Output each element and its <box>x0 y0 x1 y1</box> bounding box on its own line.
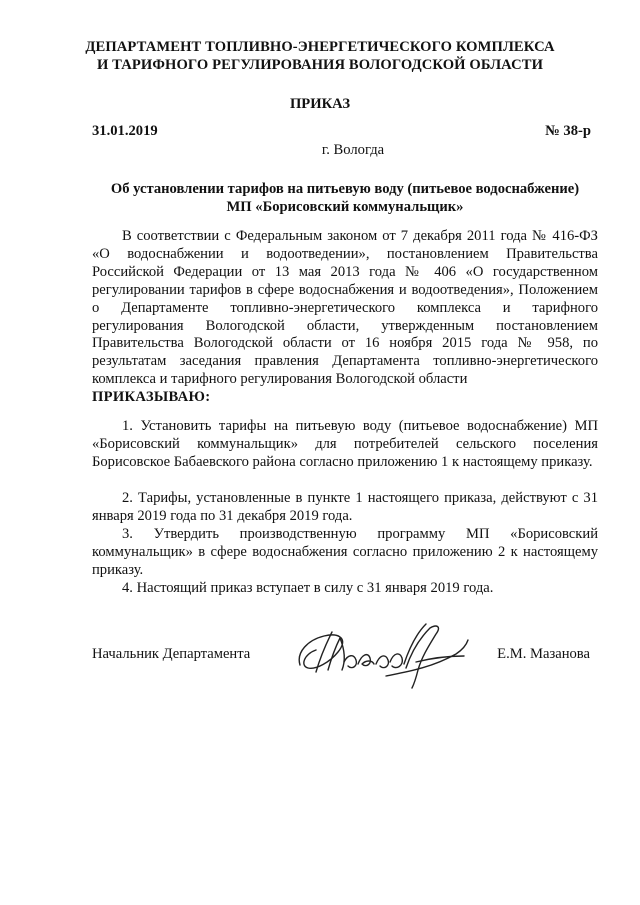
signature-strokes <box>299 624 468 688</box>
order-item-4: 4. Настоящий приказ вступает в силу с 31 января 2019 года. <box>122 580 494 596</box>
document-subject <box>92 180 598 216</box>
order-word: ПРИКАЗЫВАЮ: <box>92 389 211 405</box>
document-date: 31.01.2019 <box>92 123 158 139</box>
signatory-title: Начальник Департамента <box>92 646 251 662</box>
subject-line-1: Об установлении тарифов на питьевую воду (питьевое водоснабжение) <box>110 181 580 197</box>
signatory-name: Е.М. Мазанова <box>497 646 590 662</box>
order-item-3: 3. Утвердить производственную программу МП «Борисовский коммунальщик» в сфере водоснабжения согласно приложению 2 к настоящему приказу. <box>92 526 598 578</box>
document-number: № 38-р <box>545 123 591 139</box>
org-line-1: ДЕПАРТАМЕНТ ТОПЛИВНО-ЭНЕРГЕТИЧЕСКОГО КОМПЛЕКСА <box>85 39 555 55</box>
order-item-1: 1. Установить тарифы на питьевую воду (питьевое водоснабжение) МП «Борисовский коммунальщик» для потребителей сельского поселения Борисовское Бабаевского района согласно приложению 1 к настоящему приказу. <box>92 418 598 470</box>
document-city: г. Вологда <box>321 142 385 158</box>
order-item-2: 2. Тарифы, установленные в пункте 1 настоящего приказа, действуют с 31 января 2019 года по 31 декабря 2019 года. <box>92 490 598 524</box>
handwritten-signature <box>286 610 476 690</box>
organization-header <box>60 38 580 74</box>
document-type: ПРИКАЗ <box>289 96 351 112</box>
preamble-paragraph: В соответствии с Федеральным законом от 7 декабря 2011 года № 416-ФЗ «О водоснабжении и водоотведении», постановлением Правительства Российской Федерации от 13 мая 2013 года № 406 «О государственном регулировании тарифов в сфере водоснабжения и водоотведения», Положением о Департаменте топливно-энергетического комплекса и тарифного регулирования Вологодской области, утвержденным постановлением Правительства Вологодской области от 16 ноября 2015 года № 958, по результатам заседания правления Департамента топливно-энергетического комплекса и тарифного регулирования Вологодской области <box>92 228 598 388</box>
subject-line-2: МП «Борисовский коммунальщик» <box>226 199 464 215</box>
org-line-2: И ТАРИФНОГО РЕГУЛИРОВАНИЯ ВОЛОГОДСКОЙ ОБЛАСТИ <box>96 57 544 73</box>
